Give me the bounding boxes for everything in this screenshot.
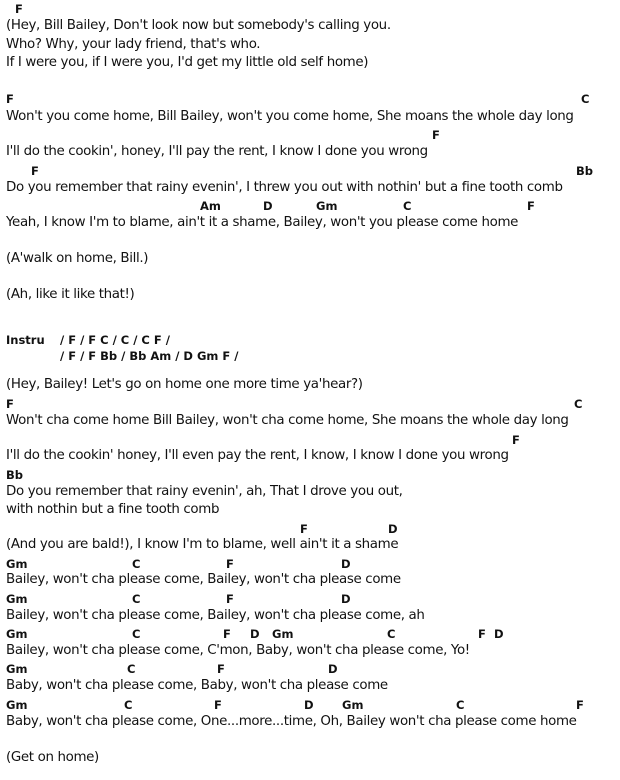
chord-label: Gm: [6, 627, 28, 641]
chord-label: C: [132, 627, 141, 641]
chord-label: F: [226, 557, 234, 571]
chord-label: F: [223, 627, 231, 641]
chord-label: C: [387, 627, 396, 641]
chord-label: D: [304, 698, 314, 712]
lyric-line: Bailey, won't cha please come, C'mon, Baby, won't cha please come, Yo!: [6, 643, 470, 658]
chord-label: D: [263, 199, 273, 213]
chord-label: F: [6, 397, 14, 411]
lyric-line: Do you remember that rainy evenin', ah, That I drove you out,: [6, 484, 403, 499]
lyric-line: (Get on home): [6, 750, 99, 765]
chord-label: F: [300, 522, 308, 536]
chord-label: F: [217, 662, 225, 676]
chord-label: D: [341, 592, 351, 606]
chord-label: C: [124, 698, 133, 712]
chord-label: C: [132, 592, 141, 606]
chord-label: Gm: [6, 592, 28, 606]
chord-label: F: [214, 698, 222, 712]
lyric-line: Do you remember that rainy evenin', I threw you out with nothin' but a fine tooth comb: [6, 180, 563, 195]
lyric-line: If I were you, if I were you, I'd get my little old self home): [6, 55, 369, 70]
chord-label: C: [403, 199, 412, 213]
chord-label: F: [527, 199, 535, 213]
chord-label: F: [6, 92, 14, 106]
chord-label: F: [432, 128, 440, 142]
chord-label: F: [576, 698, 584, 712]
chord-label: Gm: [316, 199, 338, 213]
chord-label: Gm: [6, 662, 28, 676]
chord-label: Am: [200, 199, 221, 213]
chord-label: D: [388, 522, 398, 536]
lyric-line: Baby, won't cha please come, One...more...time, Oh, Bailey won't cha please come home: [6, 714, 577, 729]
lyric-line: with nothin but a fine tooth comb: [6, 502, 220, 517]
chord-label: C: [574, 397, 583, 411]
chord-label: F: [512, 433, 520, 447]
chord-label: Gm: [272, 627, 294, 641]
chord-label: C: [132, 557, 141, 571]
lyric-line: Who? Why, your lady friend, that's who.: [6, 37, 261, 52]
instrumental-chords-row-1: / F / F C / C / C F /: [60, 333, 170, 347]
chord-label: Gm: [342, 698, 364, 712]
lyric-line: Won't cha come home Bill Bailey, won't cha come home, She moans the whole day long: [6, 413, 569, 428]
lyric-line: Won't you come home, Bill Bailey, won't you come home, She moans the whole day long: [6, 109, 574, 124]
lyric-line: Baby, won't cha please come, Baby, won't cha please come: [6, 678, 388, 693]
spoken-line: (Ah, like it like that!): [6, 287, 135, 302]
chord-label: C: [581, 92, 590, 106]
lyric-line: Yeah, I know I'm to blame, ain't it a shame, Bailey, won't you please come home: [6, 215, 519, 230]
chord-label: C: [456, 698, 465, 712]
chord-label: F: [31, 164, 39, 178]
chord-label: Bb: [576, 164, 593, 178]
chord-label: F: [226, 592, 234, 606]
lyric-line: (Hey, Bill Bailey, Don't look now but somebody's calling you.: [6, 18, 391, 33]
spoken-line: (Hey, Bailey! Let's go on home one more time ya'hear?): [6, 377, 363, 392]
chord-label: F: [478, 627, 486, 641]
instrumental-label: Instru: [6, 333, 45, 347]
chord-label: D: [328, 662, 338, 676]
chord-label: Gm: [6, 698, 28, 712]
lyric-line: I'll do the cookin', honey, I'll pay the rent, I know I done you wrong: [6, 144, 428, 159]
chord-label: D: [341, 557, 351, 571]
chord-label: C: [127, 662, 136, 676]
spoken-line: (A'walk on home, Bill.): [6, 251, 149, 266]
chord-label: Bb: [6, 468, 23, 482]
lyric-line: I'll do the cookin' honey, I'll even pay the rent, I know, I know I done you wrong: [6, 448, 509, 463]
chord-label: D: [250, 627, 260, 641]
chord-label: Gm: [6, 557, 28, 571]
chord-label: F: [15, 2, 23, 16]
lyric-line: Bailey, won't cha please come, Bailey, won't cha please come: [6, 572, 401, 587]
instrumental-chords-row-2: / F / F Bb / Bb Am / D Gm F /: [60, 349, 239, 363]
chord-label: D: [494, 627, 504, 641]
lyric-line: Bailey, won't cha please come, Bailey, won't cha please come, ah: [6, 608, 425, 623]
lyric-line: (And you are bald!), I know I'm to blame, well ain't it a shame: [6, 537, 399, 552]
